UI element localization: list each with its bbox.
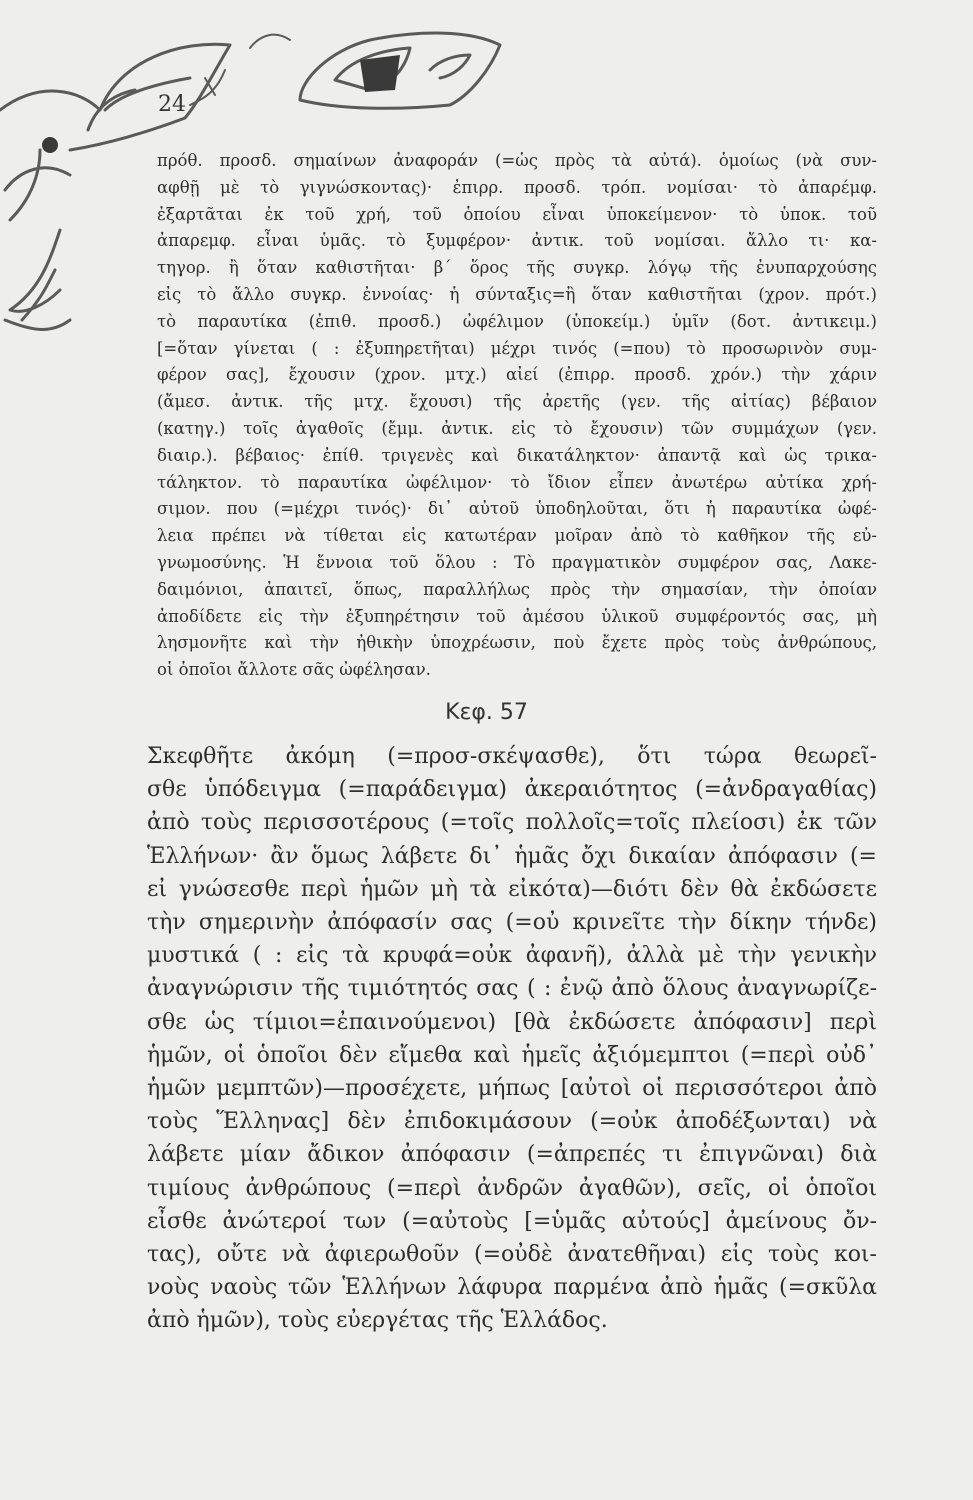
translation-line: τιμίους ἀνθρώπους (=περὶ ἀνδρῶν ἀγαθῶν), σεῖς, οἱ ὁποῖοι [147,1175,877,1201]
translation-line: ἡμῶν μεμπτῶν)—προσέχετε, μήπως [αὐτοὶ οἱ περισσότεροι ἀπὸ [147,1076,877,1102]
translation-line: σθε ὡς τίμιοι=ἐπαινούμενοι) [θὰ ἐκδώσετε ἀπόφασιν] περὶ [147,1009,877,1035]
commentary-line: λησμονῆτε καὶ τὴν ἠθικὴν ὑποχρέωσιν, ποὺ ἔχετε πρὸς τοὺς ἀνθρώπους, [157,633,877,653]
commentary-line: εἰς τὸ ἄλλο συγκρ. ἐννοίας· ἡ σύνταξις=ἢ ὅταν καθιστῆται (χρον. πρότ.) [157,284,877,304]
translation-line: τας), οὔτε νὰ ἀφιερωθοῦν (=οὐδὲ ἀνατεθῆναι) εἰς τοὺς κοι- [147,1242,877,1268]
commentary-line: λεια πρέπει νὰ τίθεται εἰς κατωτέραν μοῖραν ἀπὸ τὸ καθῆκον τῆς εὐ- [157,526,877,546]
translation-line: ἡμῶν, οἱ ὁποῖοι δὲν εἴμεθα καὶ ἡμεῖς ἀξιόμεμπτοι (=περὶ οὐδ᾽ [147,1042,877,1068]
commentary-line: ἀπαρεμφ. εἶναι ὑμᾶς. τὸ ξυμφέρον· ἀντικ. τοῦ νομίσαι. ἄλλο τι· κα- [157,231,877,251]
commentary-line: πρόθ. προσδ. σημαίνων ἀναφοράν (=ὡς πρὸς τὰ αὐτά). ὁμοίως (νὰ συν- [157,151,877,170]
translation-block [147,740,877,1338]
translation-line: τὴν σημερινὴν ἀπόφασίν σας (=οὐ κρινεῖτε τὴν δίκην τήνδε) [147,910,877,936]
commentary-line: οἱ ὁποῖοι ἄλλοτε σᾶς ὠφέλησαν. [157,660,431,680]
commentary-line: αφθῇ μὲ τὸ γιγνώσκοντας)· ἐπιρρ. προσδ. τρόπ. νομίσαι· τὸ ἀπαρέμφ. [157,177,877,197]
commentary-line: τηγορ. ἢ ὅταν καθιστῆται· β΄ ὅρος τῆς συγκρ. λόγῳ τῆς ἐνυπαρχούσης [157,258,877,278]
commentary-line: τὸ παραυτίκα (ἐπιθ. προσδ.) ὠφέλιμον (ὑποκείμ.) ὑμῖν (δοτ. ἀντικειμ.) [157,311,877,331]
commentary-line: [=ὅταν γίνεται ( : ἐξυπηρετῆται) μέχρι τινός (=που) τὸ προσωρινὸν συμ- [157,338,877,358]
commentary-line: (ἄμεσ. ἀντικ. τῆς μτχ. ἔχουσι) τῆς ἀρετῆς (γεν. τῆς αἰτίας) βέβαιον [157,392,877,412]
translation-line: τοὺς Ἕλληνας] δὲν ἐπιδοκιμάσουν (=οὐκ ἀποδέξωνται) νὰ [147,1109,877,1135]
commentary-line: γνωμοσύνης. Ἡ ἔννοια τοῦ ὅλου : Τὸ πραγματικὸν συμφέρον σας, Λακε- [157,552,877,572]
commentary-line: (κατηγ.) τοῖς ἀγαθοῖς (ἔμμ. ἀντικ. εἰς τὸ ἔχουσιν) τῶν συμμάχων (γεν. [157,418,877,438]
commentary-line: ἐξαρτᾶται ἐκ τοῦ χρή, τοῦ ὁποίου εἶναι ὑποκείμενον· τὸ ὑποκ. τοῦ [157,204,877,224]
translation-line: εἶσθε ἀνώτεροί των (=αὐτοὺς [=ὑμᾶς αὐτούς] ἀμείνους ὄν- [147,1208,877,1234]
translation-line: λάβετε μίαν ἄδικον ἀπόφασιν (=ἀπρεπές τι ἐπιγνῶναι) διὰ [147,1142,877,1168]
translation-line: εἰ γνώσεσθε περὶ ἡμῶν μὴ τὰ εἰκότα)—διότι δὲν θὰ ἐκδώσετε [147,876,877,902]
translation-line: ἀπὸ τοὺς περισσοτέρους (=τοῖς πολλοῖς=τοῖς πλείοσι) ἐκ τῶν [147,810,877,836]
translation-line: ἀπὸ ἡμῶν), τοὺς εὐεργέτας τῆς Ἑλλάδος. [147,1308,608,1334]
translation-line: Ἑλλήνων· ἂν ὅμως λάβετε δι᾽ ἡμᾶς ὄχι δικαίαν ἀπόφασιν (= [147,843,877,869]
translation-line: νοὺς ναοὺς τῶν Ἑλλήνων λάφυρα παρμένα ἀπὸ ἡμᾶς (=σκῦλα [147,1275,877,1301]
page-number: 24 [158,92,186,117]
commentary-line: σιμον. που (=μέχρι τινός)· δι᾽ αὐτοῦ ὑποδηλοῦται, ὅτι ἡ παραυτίκα ὠφέ- [157,499,877,519]
commentary-line: φέρον σας], ἔχουσιν (χρον. μτχ.) αἰεί (ἐπιρρ. προσδ. χρόν.) τὴν χάριν [157,365,877,385]
translation-line: ἀναγνώρισιν τῆς τιμιότητός σας ( : ἐνῷ ἀπὸ ὅλους ἀναγνωρίζε- [147,976,877,1002]
commentary-block [157,148,877,684]
translation-line: Σκεφθῆτε ἀκόμη (=προσ-σκέψασθε), ὅτι τώρα θεωρεῖ- [147,744,877,769]
commentary-line: δαιμόνιοι, ἀπαιτεῖ, ὅπως, παραλλήλως πρὸς τὴν σημασίαν, τὴν ὁποίαν [157,579,877,599]
commentary-line: διαιρ.). βέβαιος· ἐπίθ. τριγενὲς καὶ δικατάληκτον· ἀπαντᾷ καὶ ὡς τρικα- [157,445,877,465]
commentary-line: ἀποδίδετε εἰς τὴν ἐξυπηρέτησιν τοῦ ἀμέσου ὑλικοῦ συμφέροντός σας, μὴ [157,606,877,626]
commentary-line: τάληκτον. τὸ παραυτίκα ὠφέλιμον· τὸ ἴδιον εἶπεν ἀνωτέρω αὐτίκα χρή- [157,472,877,492]
translation-line: μυστικά ( : εἰς τὰ κρυφά=οὐκ ἀφανῆ), ἀλλὰ μὲ τὴν γενικὴν [147,943,877,969]
chapter-heading: Κεφ. 57 [445,700,528,725]
translation-line: σθε ὑπόδειγμα (=παράδειγμα) ἀκεραιότητος (=ἀνδραγαθίας) [147,777,877,803]
